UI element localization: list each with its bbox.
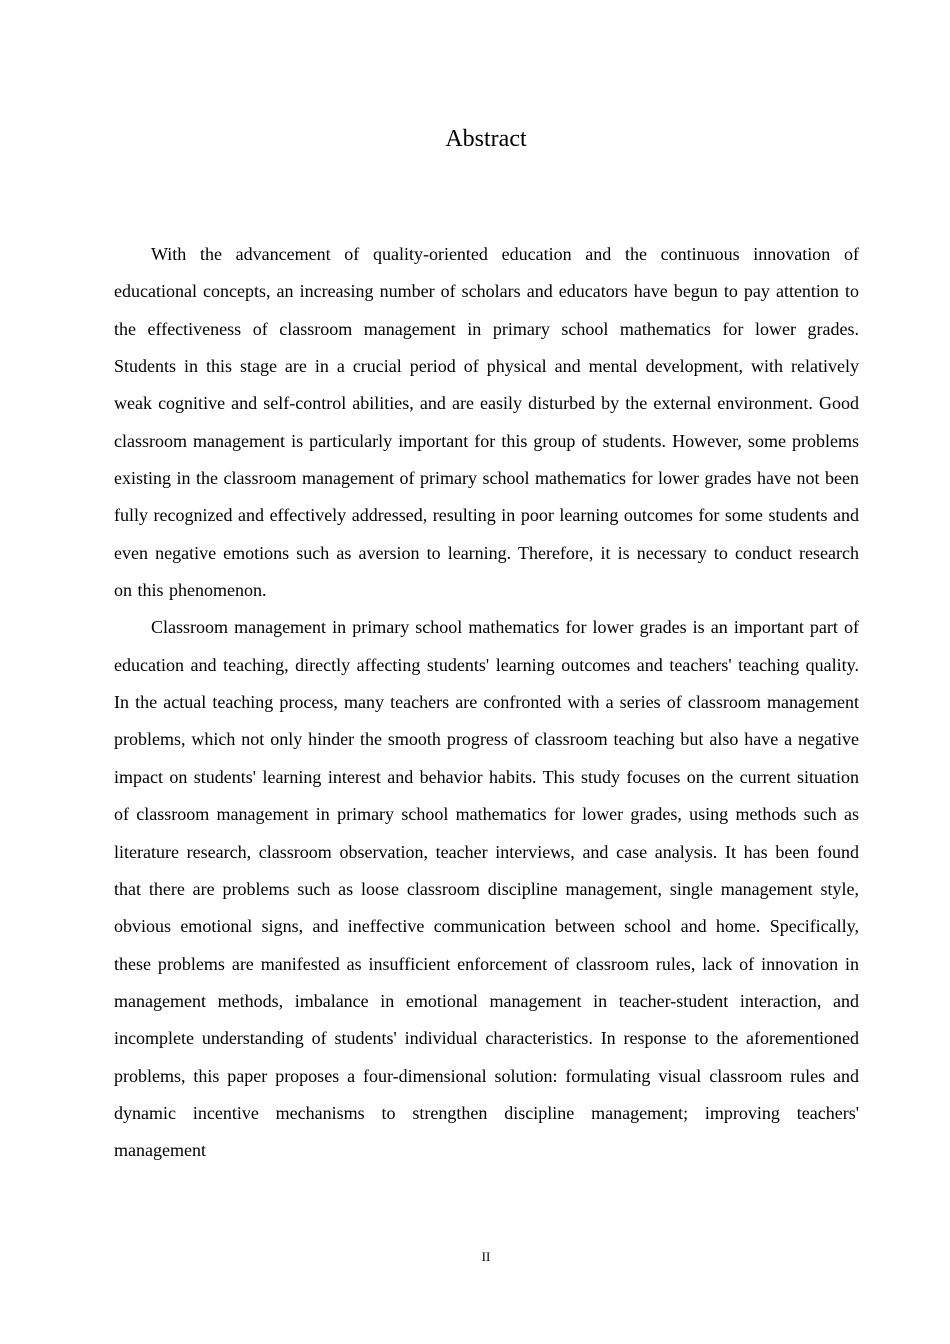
- abstract-paragraph-2: Classroom management in primary school mathematics for lower grades is an important part of education and teaching, directly affecting students' learning outcomes and teachers' teaching quality. In the actual teaching process, many teachers are confronted with a series of classroom management problems, which not only hinder the smooth progress of classroom teaching but also have a negative impact on students' learning interest and behavior habits. This study focuses on the current situation of classroom management in primary school mathematics for lower grades, using methods such as literature research, classroom observation, teacher interviews, and case analysis. It has been found that there are problems such as loose classroom discipline management, single management style, obvious emotional signs, and ineffective communication between school and home. Specifically, these problems are manifested as insufficient enforcement of classroom rules, lack of innovation in management methods, imbalance in emotional management in teacher-student interaction, and incomplete understanding of students' individual characteristics. In response to the aforementioned problems, this paper proposes a four-dimensional solution: formulating visual classroom rules and dynamic incentive mechanisms to strengthen discipline management; improving teachers' management: [114, 617, 859, 1161]
- abstract-body: [114, 236, 859, 1170]
- page-title: Abstract: [445, 126, 527, 152]
- abstract-paragraph-1: With the advancement of quality-oriented education and the continuous innovation of educational concepts, an increasing number of scholars and educators have begun to pay attention to the effectiveness of classroom management in primary school mathematics for lower grades. Students in this stage are in a crucial period of physical and mental development, with relatively weak cognitive and self-control abilities, and are easily disturbed by the external environment. Good classroom management is particularly important for this group of students. However, some problems existing in the classroom management of primary school mathematics for lower grades have not been fully recognized and effectively addressed, resulting in poor learning outcomes for some students and even negative emotions such as aversion to learning. Therefore, it is necessary to conduct research on this phenomenon.: [114, 244, 859, 601]
- page-number: II: [481, 1249, 491, 1264]
